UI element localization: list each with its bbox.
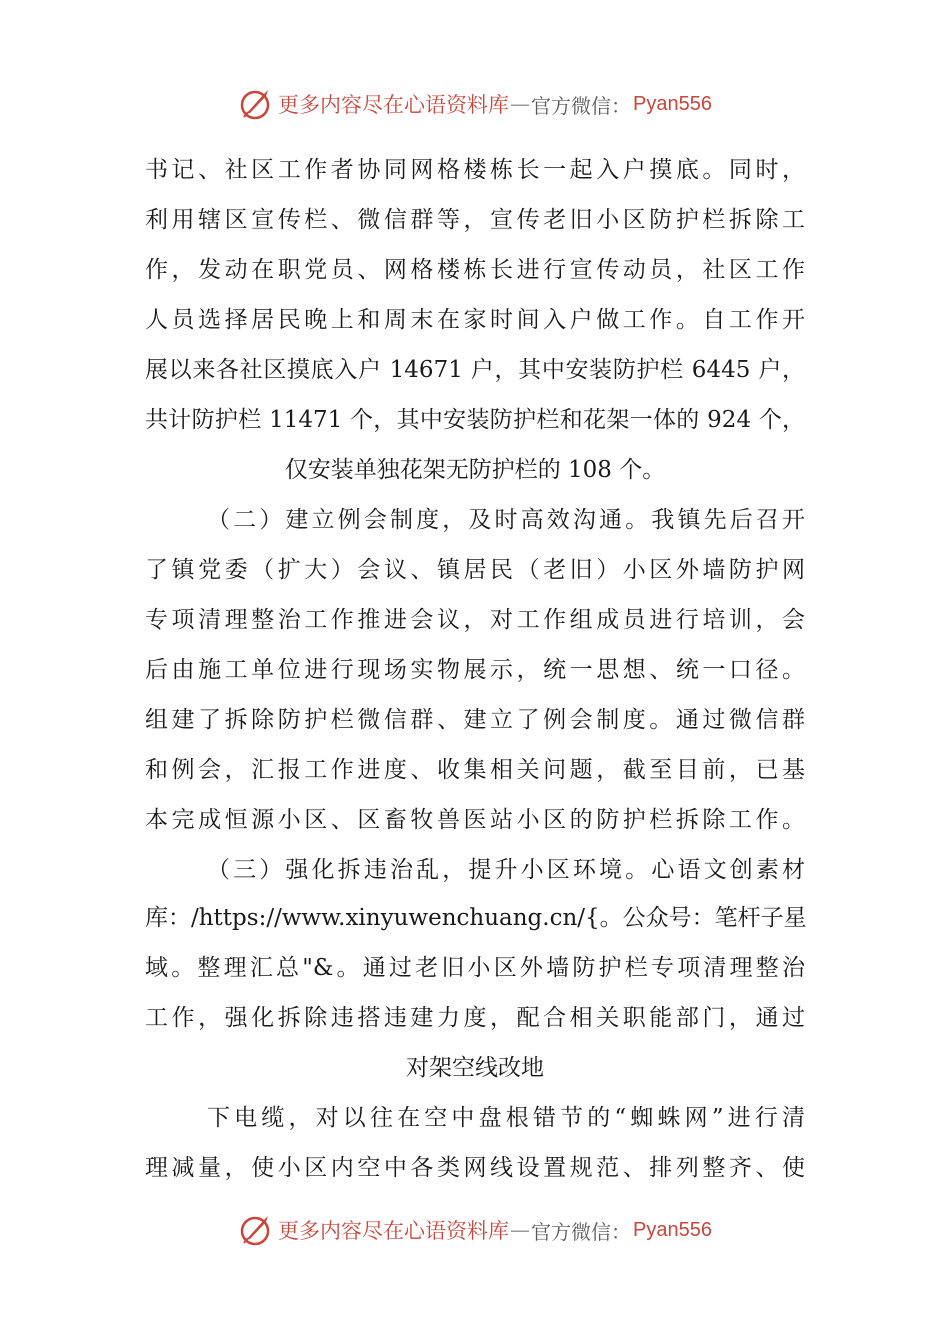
quill-logo-icon [238,1212,274,1248]
header-banner [0,82,950,126]
body-line: 仅安装单独花架无防护栏的 108 个。 [284,457,666,483]
body-line: （二）建立例会制度，及时高效沟通。我镇先后召开 [207,507,805,533]
body-line: 本完成恒源小区、区畜牧兽医站小区的防护栏拆除工作。 [145,807,805,833]
banner-brand-text: 更多内容尽在心语资料库 [278,1219,510,1243]
body-line: 了镇党委（扩大）会议、镇居民（老旧）小区外墙防护网 [145,557,805,583]
body-line: 后由施工单位进行现场实物展示，统一思想、统一口径。 [145,657,805,683]
body-line: 工作，强化拆除违搭违建力度，配合相关职能部门，通过 [145,1005,805,1031]
body-line: 对架空线改地 [406,1055,544,1081]
body-line: 作，发动在职党员、网格楼栋长进行宣传动员，社区工作 [145,257,805,283]
body-line: （三）强化拆违治乱，提升小区环境。心语文创素材 [207,857,805,883]
footer-banner [0,1208,950,1252]
body-line: 专项清理整治工作推进会议，对工作组成员进行培训，会 [145,607,805,633]
body-line: 共计防护栏 11471 个，其中安装防护栏和花架一体的 924 个， [145,407,805,433]
banner-wechat-handle: Pyan556 [633,1218,712,1241]
body-line: 域。整理汇总"&。通过老旧小区外墙防护栏专项清理整治 [145,955,805,981]
banner-dash: — [510,92,531,116]
body-line: 库：/https://www.xinyuwenchuang.cn/{。公众号：笔杆子星 [145,905,807,931]
banner-wechat-label: 官方微信： [531,1219,632,1244]
body-line: 理减量，使小区内空中各类网线设置规范、排列整齐、使 [145,1155,805,1181]
banner-wechat-handle: Pyan556 [633,92,712,115]
quill-logo-icon [238,86,274,122]
body-line: 展以来各社区摸底入户 14671 户，其中安装防护栏 6445 户， [145,357,805,383]
body-line: 和例会，汇报工作进度、收集相关问题，截至目前，已基 [145,757,805,783]
banner-dash: — [510,1218,531,1242]
banner-wechat-label: 官方微信： [531,93,632,118]
body-line: 组建了拆除防护栏微信群、建立了例会制度。通过微信群 [145,707,805,733]
body-line: 下电缆，对以往在空中盘根错节的“蜘蛛网”进行清 [207,1105,805,1131]
body-line: 利用辖区宣传栏、微信群等，宣传老旧小区防护栏拆除工 [145,207,805,233]
banner-brand-text: 更多内容尽在心语资料库 [278,93,510,117]
body-line: 人员选择居民晚上和周末在家时间入户做工作。自工作开 [145,307,805,333]
body-line: 书记、社区工作者协同网格楼栋长一起入户摸底。同时， [145,157,805,183]
